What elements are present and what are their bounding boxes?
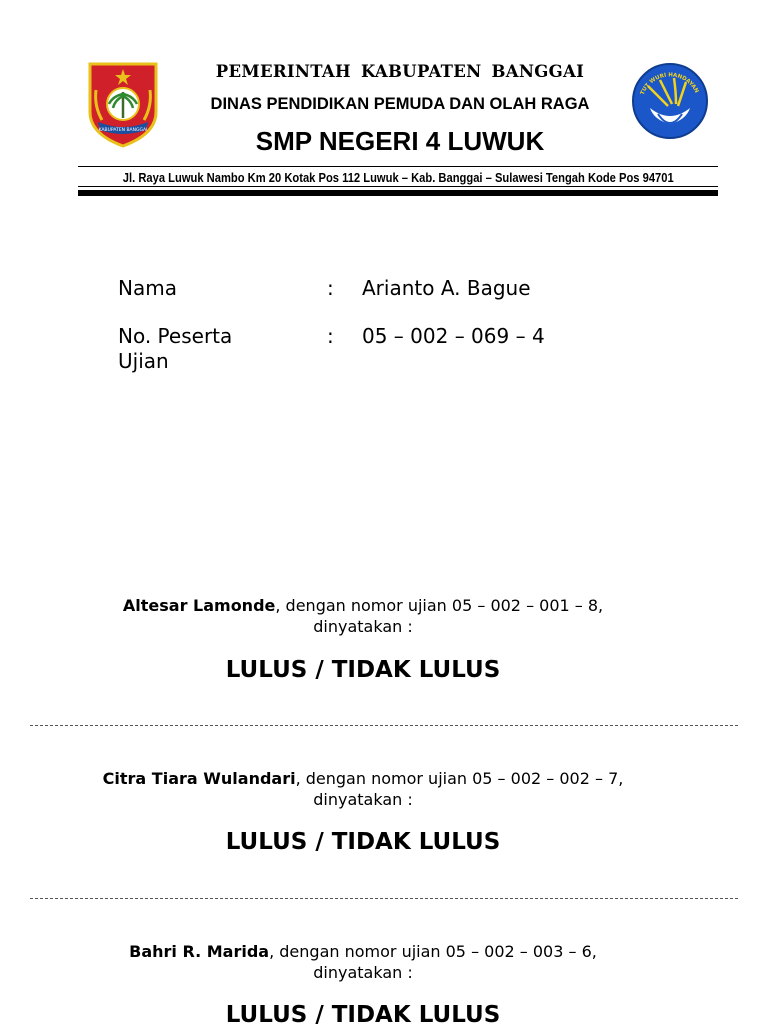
entry-exam-detail: , dengan nomor ujian 05 – 002 – 003 – 6, — [269, 942, 597, 961]
department-heading: DINAS PENDIDIKAN PEMUDA DAN OLAH RAGA — [210, 95, 590, 113]
name-colon: : — [327, 276, 334, 300]
entry-exam-detail: , dengan nomor ujian 05 – 002 – 001 – 8, — [275, 596, 604, 615]
svg-text:KABUPATEN BANGGAI: KABUPATEN BANGGAI — [98, 128, 148, 133]
ministry-education-logo — [630, 62, 710, 140]
entry-declared-text: dinyatakan : — [313, 963, 413, 982]
name-label: Nama — [118, 276, 177, 300]
school-name: SMP NEGERI 4 LUWUK — [255, 126, 545, 156]
entry-declared-text: dinyatakan : — [313, 790, 413, 809]
entry-statement — [0, 595, 726, 616]
entry-declared-text: dinyatakan : — [313, 617, 413, 636]
exam-number-colon: : — [327, 324, 334, 348]
government-heading: PEMERINTAH KABUPATEN BANGGAI — [215, 62, 585, 81]
dashed-separator — [30, 725, 738, 726]
entry-student-name: Bahri R. Marida — [129, 942, 270, 961]
entry-statement — [0, 941, 726, 962]
dashed-separator — [30, 898, 738, 899]
entry-student-name: Altesar Lamonde — [122, 596, 276, 615]
name-value: Arianto A. Bague — [362, 276, 531, 300]
entry-student-name: Citra Tiara Wulandari — [102, 769, 296, 788]
exam-number-value: 05 – 002 – 069 – 4 — [362, 324, 545, 348]
school-address: Jl. Raya Luwuk Nambo Km 20 Kotak Pos 112 Luwuk – Kab. Banggai – Sulawesi Tengah Kode Pos 94701 — [122, 170, 674, 185]
exam-number-label — [118, 324, 268, 374]
entry-verdict: LULUS / TIDAK LULUS — [225, 657, 501, 683]
exam-number-label-line1: No. Peserta — [118, 324, 233, 348]
header-rule-thick — [78, 190, 718, 196]
entry-exam-detail: , dengan nomor ujian 05 – 002 – 002 – 7, — [295, 769, 624, 788]
header-rule-top — [78, 166, 718, 167]
entry-statement — [0, 768, 726, 789]
regency-logo — [84, 60, 162, 148]
entry-verdict: LULUS / TIDAK LULUS — [225, 829, 501, 855]
exam-number-label-line2: Ujian — [118, 349, 169, 373]
header-rule-thin — [78, 186, 718, 187]
entry-verdict: LULUS / TIDAK LULUS — [225, 1002, 501, 1028]
svg-text:TUT WURI HANDAYANI: TUT WURI HANDAYAN — [639, 72, 700, 96]
